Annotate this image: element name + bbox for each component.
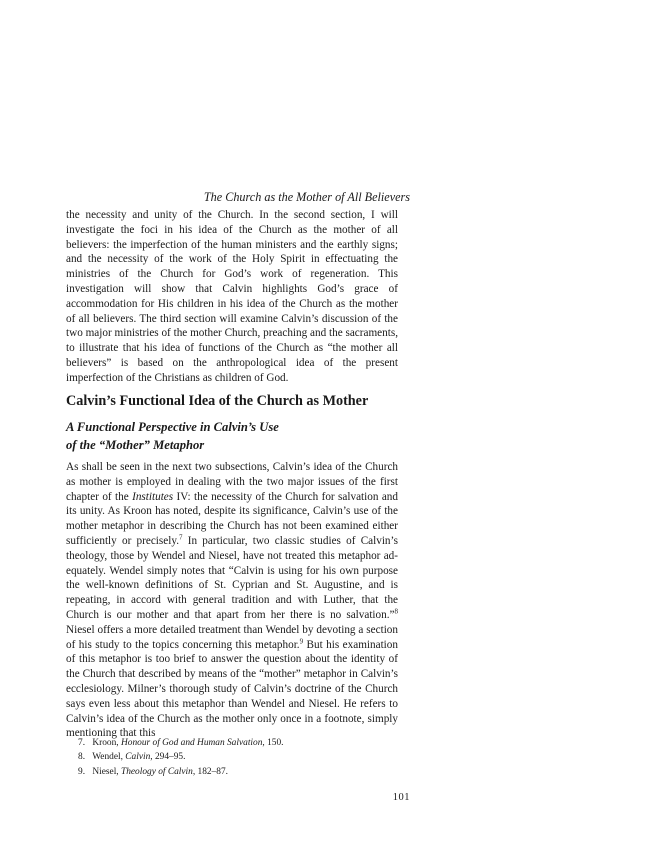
footnote-title: Theology of Calvin xyxy=(120,766,193,777)
footnote-number: 9. xyxy=(78,766,86,777)
footnote-8 xyxy=(78,750,398,764)
footnote-number: 7. xyxy=(78,738,86,748)
body-text-block xyxy=(66,460,398,741)
institutes-title: Institutes xyxy=(132,490,174,503)
subsection-heading-line-2: of the “Mother” Metaphor xyxy=(66,438,205,452)
footnote-number: 8. xyxy=(78,752,86,763)
footnote-7 xyxy=(78,736,398,750)
footnote-ref-8[interactable]: 8 xyxy=(394,607,398,616)
body-text-segment: Niesel offers a more detailed treatment than Wendel by devoting a section of his study to the topics concerning this metaphor. xyxy=(66,623,398,651)
body-text-segment: In particular, two classic studies of Calvin’s theology, those by Wendel and Niesel, have not treated this metaphor adequately. Wendel simply notes that “Calvin is using for his own purpose the well-known definitions of St. Cyprian and St. Augustine, and is repeating, in accord with general tradition and with Luther, that the Church is our mother and that apart from her there is no salvation.” xyxy=(66,534,398,621)
footnotes xyxy=(78,736,398,779)
running-head: The Church as the Mother of All Believers xyxy=(203,190,410,204)
body-text-segment: But his examination of this metaphor is too brief to answer the question about the identity of the Church that described by means of the “mother” metaphor in Calvin’s ecclesiology. Milner’s thorough study of Calvin’s doctrine of the Church says even less about this metaphor than Wendel and Niesel. He refers to Calvin’s idea of the Church as the mother only once in a footnote, simply mentioning that this xyxy=(66,638,398,740)
body-text-segment: As shall be seen in the next two subsections, Calvin’s idea of the Church as mother is employed in dealing with the two major issues of the first chapter of the xyxy=(66,461,398,503)
footnote-9 xyxy=(78,765,398,779)
footnote-author: Niesel, xyxy=(92,766,121,777)
subsection-heading xyxy=(66,418,398,454)
footnote-title: Honour of God and Human Salvation xyxy=(121,738,263,748)
intro-paragraph-block xyxy=(66,208,398,386)
footnote-title: Calvin xyxy=(125,752,151,763)
intro-paragraph: the necessity and unity of the Church. In the second section, I will investigate the foci in his idea of the Church as the mother of all believers: the imperfection of the human ministers and the earthly signs; and the necessity of the work of the Holy Spirit in effectuating the ministries of the Church for God’s work of regeneration. This investigation will show that Calvin highlights God’s grace of accommodation for His children in his idea of the Church as the mother of all believers. The third section will examine Calvin’s discussion of the two major ministries of the mother Church, preaching and the sacraments, to illustrate that his idea of functions of the Church as “the mother all believers” is based on the anthropological idea of the present imperfection of the Christians as children of God. xyxy=(66,209,398,384)
footnote-pages: , 150. xyxy=(262,738,284,748)
page-number: 101 xyxy=(392,792,410,803)
footnote-ref-7[interactable]: 7 xyxy=(179,533,183,542)
footnote-ref-9[interactable]: 9 xyxy=(299,636,304,645)
footnote-pages: , 182–87. xyxy=(192,766,229,777)
section-heading: Calvin’s Functional Idea of the Church as Mother xyxy=(66,393,369,409)
footnote-author: Kroon, xyxy=(92,738,121,748)
body-paragraph xyxy=(66,460,398,741)
body-text-segment: IV: the necessity of the Church for salvation and its unity. As Kroon has noted, despite its significance, Calvin’s use of the mother metaphor in describing the Church has not been examined either sufficiently or precisely. xyxy=(66,490,398,547)
footnote-pages: , 294–95. xyxy=(150,752,186,763)
footnote-author: Wendel, xyxy=(92,752,126,763)
subsection-heading-line-1: A Functional Perspective in Calvin’s Use xyxy=(66,420,279,434)
